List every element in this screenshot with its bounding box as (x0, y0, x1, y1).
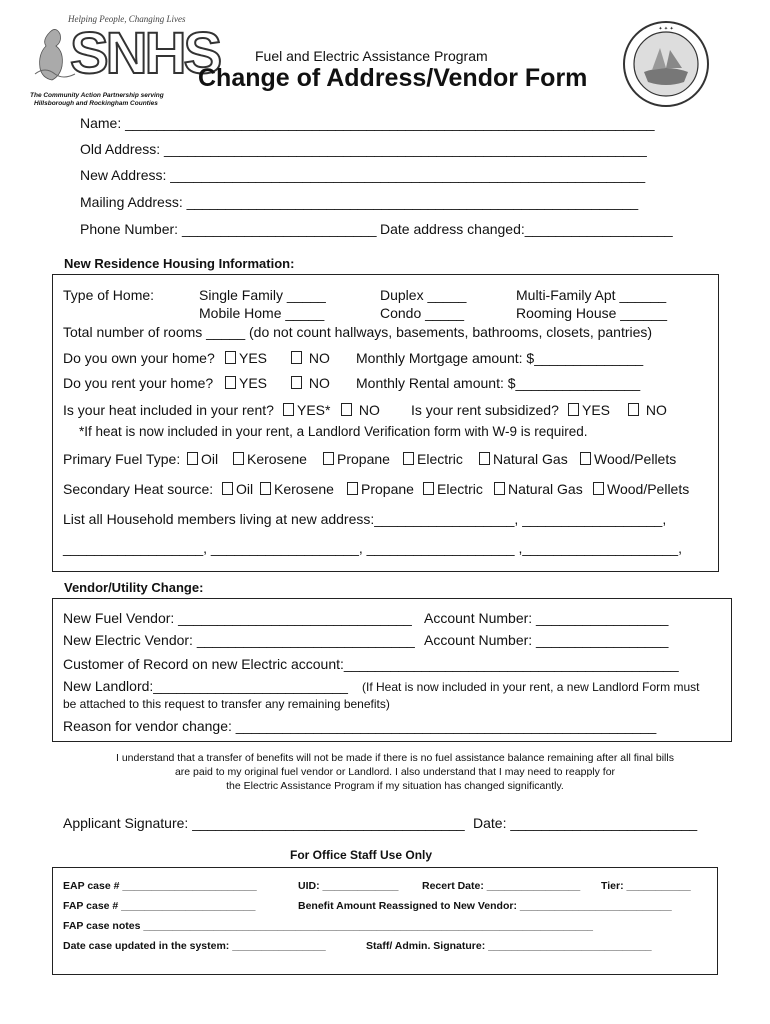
svg-text:✦ ✦ ✦: ✦ ✦ ✦ (658, 26, 674, 32)
fap-case-field[interactable]: FAP case # _______________________ (63, 900, 256, 912)
fuel-account-field[interactable]: Account Number: _________________ (424, 610, 669, 626)
primary-natural-gas-checkbox[interactable]: Natural Gas (479, 451, 568, 467)
checkbox-icon (260, 482, 271, 495)
mailing-address-field[interactable]: Mailing Address: __________________________________________________________ (80, 194, 639, 210)
checkbox-icon (494, 482, 505, 495)
subsidized-question: Is your rent subsidized? (411, 402, 559, 418)
landlord-note: (If Heat is now included in your rent, a new Landlord Form must (362, 680, 700, 694)
rent-yes-checkbox[interactable]: YES (225, 375, 267, 391)
primary-wood-pellets-checkbox[interactable]: Wood/Pellets (580, 451, 676, 467)
secondary-natural-gas-checkbox[interactable]: Natural Gas (494, 481, 583, 497)
logo-name: SNHS (70, 21, 220, 86)
office-heading: For Office Staff Use Only (290, 848, 433, 862)
old-address-field[interactable]: Old Address: ______________________________________________________________ (80, 141, 647, 157)
checkbox-icon (222, 482, 233, 495)
primary-oil-checkbox[interactable]: Oil (187, 451, 218, 467)
logo-subtitle-1: The Community Action Partnership serving (30, 92, 164, 99)
rental-field[interactable]: Monthly Rental amount: $________________ (356, 375, 641, 391)
benefit-amount-field[interactable]: Benefit Amount Reassigned to New Vendor: __________________________ (298, 900, 672, 912)
new-address-field[interactable]: New Address: _____________________________________________________________ (80, 167, 646, 183)
own-home-question: Do you own your home? (63, 350, 215, 366)
primary-fuel-label: Primary Fuel Type: (63, 451, 181, 467)
rent-no-checkbox[interactable]: NO (291, 375, 330, 391)
checkbox-icon (347, 482, 358, 495)
customer-of-record-field[interactable]: Customer of Record on new Electric account:___________________________________________ (63, 656, 679, 672)
mobile-home-field[interactable]: Mobile Home _____ (199, 305, 325, 321)
disclaimer-line-1: I understand that a transfer of benefits will not be made if there is no fuel assistance balance remaining after all final bills (116, 752, 674, 764)
housing-heading: New Residence Housing Information: (64, 256, 295, 271)
household-members-line-1[interactable]: List all Household members living at new address:__________________, __________________, (63, 511, 667, 527)
heat-yes-checkbox[interactable]: YES* (283, 402, 330, 418)
primary-electric-checkbox[interactable]: Electric (403, 451, 463, 467)
program-name: Fuel and Electric Assistance Program (255, 48, 488, 64)
household-members-line-2[interactable]: __________________, ___________________, ___________________ ,____________________, (63, 540, 682, 556)
checkbox-icon (225, 351, 236, 364)
electric-vendor-field[interactable]: New Electric Vendor: ____________________________ (63, 632, 415, 648)
condo-field[interactable]: Condo _____ (380, 305, 465, 321)
secondary-wood-pellets-checkbox[interactable]: Wood/Pellets (593, 481, 689, 497)
secondary-electric-checkbox[interactable]: Electric (423, 481, 483, 497)
uid-field[interactable]: UID: _____________ (298, 880, 399, 892)
snhs-logo (30, 14, 220, 114)
eap-case-field[interactable]: EAP case # _______________________ (63, 880, 257, 892)
checkbox-icon (568, 403, 579, 416)
checkbox-icon (225, 376, 236, 389)
heat-note: *If heat is now included in your rent, a Landlord Verification form with W-9 is required. (79, 424, 588, 439)
secondary-heat-label: Secondary Heat source: (63, 481, 214, 497)
type-of-home-label: Type of Home: (63, 287, 155, 303)
duplex-field[interactable]: Duplex _____ (380, 287, 467, 303)
total-rooms-field[interactable]: Total number of rooms _____ (do not count hallways, basements, bathrooms, closets, pantries) (63, 324, 653, 340)
electric-account-field[interactable]: Account Number: _________________ (424, 632, 669, 648)
heat-no-checkbox[interactable]: NO (341, 402, 380, 418)
disclaimer-line-2: are paid to my original fuel vendor or Landlord. I also understand that I may need to reapply for (174, 766, 616, 778)
signature-date-field[interactable]: Date: ________________________ (473, 815, 698, 831)
checkbox-icon (580, 452, 591, 465)
date-changed-field[interactable]: Date address changed:___________________ (380, 221, 673, 237)
secondary-oil-checkbox[interactable]: Oil (222, 481, 253, 497)
checkbox-icon (187, 452, 198, 465)
checkbox-icon (291, 351, 302, 364)
landlord-note-2: be attached to this request to transfer any remaining benefits) (63, 697, 390, 711)
checkbox-icon (593, 482, 604, 495)
single-family-field[interactable]: Single Family _____ (199, 287, 326, 303)
rooming-house-field[interactable]: Rooming House ______ (516, 305, 667, 321)
checkbox-icon (341, 403, 352, 416)
state-seal-icon (622, 20, 710, 108)
subsidized-yes-checkbox[interactable]: YES (568, 402, 610, 418)
subsidized-no-checkbox[interactable]: NO (628, 402, 667, 418)
primary-kerosene-checkbox[interactable]: Kerosene (233, 451, 307, 467)
logo-tagline: Helping People, Changing Lives (68, 14, 186, 24)
own-yes-checkbox[interactable]: YES (225, 350, 267, 366)
rent-home-question: Do you rent your home? (63, 375, 214, 391)
checkbox-icon (423, 482, 434, 495)
secondary-propane-checkbox[interactable]: Propane (347, 481, 414, 497)
checkbox-icon (403, 452, 414, 465)
phone-field[interactable]: Phone Number: _________________________ (80, 221, 377, 237)
fuel-vendor-field[interactable]: New Fuel Vendor: ______________________________ (63, 610, 412, 626)
fap-notes-field[interactable]: FAP case notes _____________________________________________________________________________ (63, 920, 593, 932)
date-updated-field[interactable]: Date case updated in the system: ________________ (63, 940, 326, 952)
name-field[interactable]: Name: ____________________________________________________________________ (80, 115, 655, 131)
reason-field[interactable]: Reason for vendor change: ______________________________________________________ (63, 718, 657, 734)
staff-signature-field[interactable]: Staff/ Admin. Signature: ____________________________ (366, 940, 652, 952)
checkbox-icon (233, 452, 244, 465)
tier-field[interactable]: Tier: ___________ (601, 880, 691, 892)
checkbox-icon (628, 403, 639, 416)
primary-propane-checkbox[interactable]: Propane (323, 451, 390, 467)
multi-family-field[interactable]: Multi-Family Apt ______ (516, 287, 667, 303)
new-landlord-field[interactable]: New Landlord:_________________________ (63, 678, 348, 694)
page-title: Change of Address/Vendor Form (198, 64, 588, 92)
checkbox-icon (479, 452, 490, 465)
logo-subtitle-2: Hillsborough and Rockingham Counties (34, 100, 158, 107)
recert-date-field[interactable]: Recert Date: ________________ (422, 880, 581, 892)
own-no-checkbox[interactable]: NO (291, 350, 330, 366)
applicant-signature-field[interactable]: Applicant Signature: ___________________________________ (63, 815, 465, 831)
disclaimer-line-3: the Electric Assistance Program if my situation has changed significantly. (226, 780, 564, 792)
checkbox-icon (323, 452, 334, 465)
checkbox-icon (291, 376, 302, 389)
heat-included-question: Is your heat included in your rent? (63, 402, 274, 418)
vendor-heading: Vendor/Utility Change: (64, 580, 204, 595)
secondary-kerosene-checkbox[interactable]: Kerosene (260, 481, 334, 497)
mortgage-field[interactable]: Monthly Mortgage amount: $______________ (356, 350, 644, 366)
checkbox-icon (283, 403, 294, 416)
